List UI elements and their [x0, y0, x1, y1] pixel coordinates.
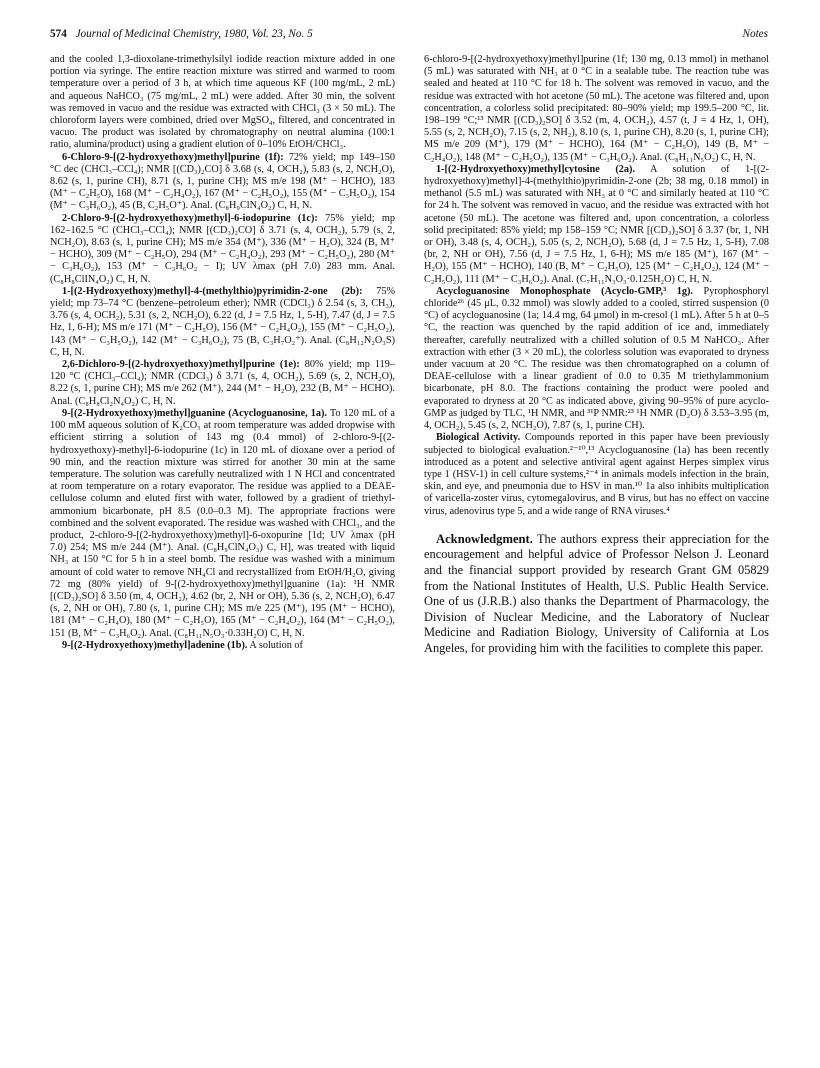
section-label: Notes: [742, 28, 768, 40]
paragraph: 6-Chloro-9-[(2-hydroxyethoxy)methyl]purine (1f): 72% yield; mp 149–150 °C dec (CHCl₃–CCl₄); NMR [(CD₃)₂CO] δ 3.68 (s, 4, OCH₂), 5.83 (s, 2, NCH₂O), 8.62 (s, 1, purine CH), 8.71 (s, 1, purine CH); MS m/e 198 (M⁺ − HCHO), 183 (M⁺ − C₂H₅O), 168 (M⁺ − C₂H₄O₂), 167 (M⁺ − C₂H₅O₂), 155 (M⁺ − C₃H₅O₂), 154 (M⁺ − C₃H₆O₂), 45 (B, C₂H₅O⁺). Anal. (C₈H₉ClN₄O₂) C, H, N.: [50, 151, 395, 212]
compound-heading: 1-[(2-Hydroxyethoxy)methyl]cytosine (2a).: [436, 163, 635, 175]
acknowledgment-heading: Acknowledgment.: [436, 531, 533, 546]
paragraph: 9-[(2-Hydroxyethoxy)methyl]adenine (1b). A solution of: [62, 639, 303, 651]
compound-heading: 6-Chloro-9-[(2-hydroxyethoxy)methyl]purine (1f):: [62, 151, 284, 163]
page-number: 574: [50, 28, 67, 40]
right-column: [424, 54, 769, 656]
compound-heading: 2-Chloro-9-[(2-hydroxyethoxy)methyl]-6-iodopurine (1c):: [62, 212, 318, 224]
compound-heading: 2,6-Dichloro-9-[(2-hydroxyethoxy)methyl]purine (1e):: [62, 359, 300, 371]
acknowledgment: Acknowledgment. The authors express their appreciation for the encouragement and helpful advice of Professor Nelson J. Leonard and the financial support provided by research Grant GM 05829 from the National Institutes of Health, U.S. Public Health Service. One of us (J.R.B.) also thanks the Department of Pharmacology, the Division of Nuclear Medicine, and the Laboratory of Nuclear Medicine and Radiation Biology, University of California at Los Angeles, for providing him with the facilities to complete this paper.: [424, 531, 769, 655]
compound-heading: 9-[(2-Hydroxyethoxy)methyl]guanine (Acycloguanosine, 1a).: [62, 407, 327, 419]
page-header: [50, 28, 768, 46]
paragraph: 1-[(2-Hydroxyethoxy)methyl]cytosine (2a). A solution of 1-[(2-hydroxyethoxy)methyl]-4-(methylthio)pyrimidin-2-one (2b; 38 mg, 0.18 mmol) in methanol (5.5 mL) was saturated with NH₃ at 0 °C and similarly heated at 110 °C for 24 h. The solvent was removed in vacuo, and the residue was extracted with hot acetone (50 mL). The acetone was filtered and, upon concentration, a colorless solid precipitated: 85% yield; mp 158–159 °C; NMR [(CD₃)₂SO] δ 3.37 (br, 1, NH or OH), 3.48 (s, 4, OCH₂), 5.05 (s, 2, NCH₂O), 5.68 (d, J = 7.5 Hz, 1, 5-H), 7.08 (br, 2, NH or OH), 7.56 (d, J = 7.5 Hz, 1, 6-H); MS m/e 185 (M⁺), 167 (M⁺ − H₂O), 155 (M⁺ − HCHO), 140 (B, M⁺ − C₂H₅O), 125 (M⁺ − C₂H₄O₂), 124 (M⁺ − C₂H₅O₂), 111 (M⁺ − C₃H₆O₂). Anal. (C₇H₁₁N₃O₃·0.125H₂O) C, H, N.: [424, 163, 770, 285]
compound-heading: 1-[(2-Hydroxyethoxy)methyl]-4-(methylthio)pyrimidin-2-one (2b):: [62, 285, 363, 297]
paragraph: Acycloguanosine Monophosphate (Acyclo-GMP,³ 1g). Pyrophosphoryl chloride²⁶ (45 μL, 0.32 mmol) was slowly added to a cooled, stirred suspension (0 °C) of acycloguanosine (1a; 14.4 mg, 64 μmol) in m-cresol (1 mL). After 5 h at 0–5 °C, the reaction was quenched by the rapid addition of ice and, immediately thereafter, carefully neutralized with a chilled solution of 0.5 M NaHCO₃. After extraction with ether (3 × 20 mL), the colorless solution was evaporated to dryness under vacuum at 20 °C. The residue was then chromatographed on a column of DEAE-cellulose with a linear gradient of 0.0 to 0.35 M triethylammonium bicarbonate, pH 8.0. The fractions containing the product were pooled and evaporated to dryness at 20 °C as indicated above, giving 90–95% of pure acyclo-GMP as judged by TLC, ¹H NMR, and ³¹P NMR:²³ ¹H NMR (D₂O) δ 3.53–3.95 (m, 4, OCH₂), 5.45 (s, 2, NCH₂O), 7.87 (s, 1, purine CH).: [424, 285, 769, 432]
paragraph: 2-Chloro-9-[(2-hydroxyethoxy)methyl]-6-iodopurine (1c): 75% yield; mp 162–162.5 °C (CHCl₃–CCl₄); NMR [(CD₃)₂CO] δ 3.71 (s, 4, OCH₂), 5.79 (s, 2, NCH₂O), 8.63 (s, 1, purine CH); MS m/e 354 (M⁺), 336 (M⁺ − H₂O), 324 (B, M⁺ − HCHO), 309 (M⁺ − C₂H₅O), 294 (M⁺ − C₂H₄O₂), 293 (M⁺ − C₂H₅O₂), 280 (M⁺ − C₃H₆O₂), 153 (M⁺ − C₃H₆O₂ − I); UV λmax (pH 7.0) 283 mm. Anal. (C₈H₈ClIN₄O₂) C, H, N.: [50, 212, 396, 285]
paragraph: 6-chloro-9-[(2-hydroxyethoxy)methyl]purine (1f; 130 mg, 0.13 mmol) in methanol (5 mL) was saturated with NH₃ at 0 °C in a sealable tube. The reaction tube was sealed and heated at 110 °C for 18 h. The solvent was removed in vacuo, and the residue was extracted with hot acetone (50 mL). The acetone was filtered and, upon concentration, a colorless solid precipitated: 80–90% yield; mp 199.5–200 °C, lit. 198–199 °C;¹³ NMR [(CD₃)₂SO] δ 3.52 (m, 4, OCH₂), 4.57 (t, J = 4 Hz, 1, OH), 5.55 (s, 2, NCH₂O), 7.15 (s, 2, NH₂), 8.10 (s, 1, purine CH), 8.20 (s, 1, purine CH); MS m/e 209 (M⁺), 179 (M⁺ − HCHO), 164 (M⁺ − C₂H₅O), 149 (B, M⁺ − C₂H₄O₂), 148 (M⁺ − C₂H₅O₂), 135 (M⁺ − C₃H₆O₂). Anal. (C₈H₁₁N₅O₂) C, H, N.: [424, 54, 769, 163]
journal-citation: Journal of Medicinal Chemistry, 1980, Vol. 23, No. 5: [75, 28, 313, 40]
section-heading: Biological Activity.: [436, 432, 521, 444]
section-heading: Acycloguanosine Monophosphate (Acyclo-GMP,³ 1g).: [436, 285, 693, 297]
paragraph: 9-[(2-Hydroxyethoxy)methyl]guanine (Acycloguanosine, 1a). To 120 mL of a 100 mM aqueous solution of K₂CO₃ at room temperature was added dropwise with efficient stirring a solution of 143 mg (0.4 mmol) of 2-chloro-9-[(2-hydroxyethoxy)-methyl]-6-iodopurine (1c) in 120 mL of dioxane over a period of 90 min, and the reaction mixture was stirred for another 30 min at the same temperature. The solution was carefully neutralized with 1 N HCl and concentrated at room temperature on a rotary evaporator. The residue was applied to a DEAE-cellulose column and eluted first with water, followed by a gradient of triethyl-ammonium bicarbonate, pH 8.5 (0.0–0.3 M). The appropriate fractions were combined and the solvent evaporated. The residue was washed with CHCl₃, and the product, 2-chloro-9-[(2-hydroxyethoxy)methyl]-6-oxopurine [1d; UV λmax (pH 7.0) 254; MS m/e 244 (M⁺). Anal. (C₈H₉ClN₄O₃) C, H], was treated with liquid NH₃ at 150 °C for 5 h in a steel bomb. The residue was washed with a minimum amount of cold water to remove NH₄Cl and recrystallized from EtOH/H₂O, giving 72 mg (80% yield) of 9-[(2-hydroxyethoxy)methyl]guanine (1a): ¹H NMR [(CD₃)₂SO] δ 3.50 (m, 4, OCH₂), 4.62 (br, 2, NH or OH), 5.36 (s, 2, NCH₂O), 6.47 (s, 2, NH or OH), 7.80 (s, 1, purine CH); MS m/e 225 (M⁺), 195 (M⁺ − HCHO), 181 (M⁺ − C₂H₄O), 180 (M⁺ − C₂H₅O), 165 (M⁺ − C₂H₄O₂), 164 (M⁺ − C₂H₅O₂), 151 (B, M⁺ − C₃H₆O₂). Anal. (C₈H₁₁N₅O₃·0.33H₂O) C, H, N.: [50, 407, 395, 639]
paragraph: 1-[(2-Hydroxyethoxy)methyl]-4-(methylthio)pyrimidin-2-one (2b): 75% yield; mp 73–74 °C (benzene–petroleum ether); NMR (CDCl₃) δ 2.54 (s, 3, CH₃), 3.76 (s, 4, OCH₂), 5.31 (s, 2, NCH₂O), 6.22 (d, J = 7.5 Hz, 1, 5-H), 7.47 (d, J = 7.5 Hz, 1, 6-H); MS m/e 171 (M⁺ − C₂H₅O), 156 (M⁺ − C₂H₄O₂), 155 (M⁺ − C₂H₅O₂), 143 (M⁺ − C₃H₅O₂), 142 (M⁺ − C₃H₆O₂), 75 (B, C₃H₇O₂⁺). Anal. (C₈H₁₂N₂O₃S) C, H, N.: [50, 285, 395, 358]
paragraph: 2,6-Dichloro-9-[(2-hydroxyethoxy)methyl]purine (1e): 80% yield; mp 119–120 °C (CHCl₃–CCl₄); NMR (CDCl₃) δ 3.71 (s, 4, OCH₂), 5.69 (s, 2, NCH₂O), 8.22 (s, 1, purine CH); MS m/e 262 (M⁺), 244 (M⁺ − H₂O), 232 (B, M⁺ − HCHO). Anal. (C₈H₈Cl₂N₄O₂) C, H, N.: [50, 359, 395, 407]
compound-heading: 9-[(2-Hydroxyethoxy)methyl]adenine (1b).: [62, 639, 248, 651]
left-column: [50, 54, 395, 652]
paragraph: Biological Activity. Compounds reported in this paper have been previously subjected to biological evaluation.²⁻¹⁰,¹³ Acycloguanosine (1a) has been recently introduced as a potent and selective antiviral agent against Herpes simplex virus type 1 (HSV-1) in cell culture systems,²⁻⁴ in animals models infection in the brain, skin, and eye, and pneumonia due to HSV in man.¹⁰ 1a also inhibits multiplication of varicella-zoster virus, cytomegalovirus, and B virus, but has no effect on vaccine virus, adenovirus type 5, and a wide range of RNA viruses.⁴: [424, 432, 769, 517]
paragraph: and the cooled 1,3-dioxolane-trimethylsilyl iodide reaction mixture added in one portion via syringe. The entire reaction mixture was stirred and warmed to room temperature over a period of 3 h, at which time aqueous KF (100 mg/mL, 2 mL) and aqueous NaHCO₃ (75 mg/mL, 2 mL) were added. After 30 min, the solvent was removed in vacuo and the residue was extracted with CHCl₃ (3 × 50 mL). The chloroform layers were combined, dried over MgSO₄, filtered, and concentrated in vacuo. The product was isolated by chromatography on neutral alumina (100:1 ratio, alumina/product) using a gradient elution of 0–10% EtOH/CHCl₃.: [50, 54, 395, 151]
